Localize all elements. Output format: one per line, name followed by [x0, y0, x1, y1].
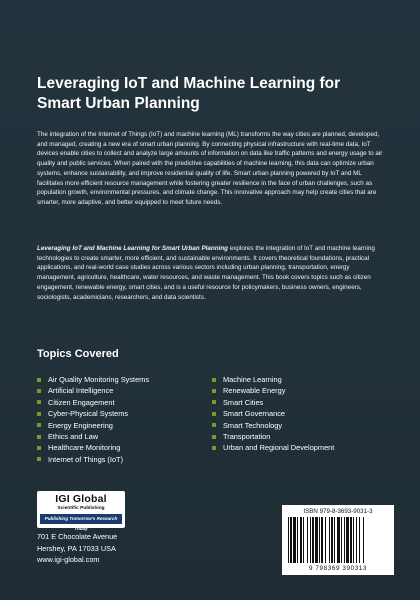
bullet-square-icon — [212, 412, 216, 416]
bullet-square-icon — [37, 378, 41, 382]
publisher-website-link[interactable]: www.igi-global.com — [37, 555, 100, 564]
topic-item — [37, 374, 202, 385]
address-city: Hershey, PA 17033 USA — [37, 543, 116, 553]
book-title-inline: Leveraging IoT and Machine Learning for Smart Urban Planning — [37, 245, 229, 252]
logo-tagline: Publishing Tomorrow's Research Today — [40, 514, 122, 524]
bullet-square-icon — [212, 423, 216, 427]
bullet-square-icon — [37, 400, 41, 404]
topic-label: Citizen Engagement — [48, 397, 115, 407]
topic-label: Renewable Energy — [223, 386, 286, 396]
topic-item — [37, 454, 202, 465]
topic-item — [212, 385, 392, 396]
bullet-square-icon — [212, 400, 216, 404]
logo-subtitle: Scientific Publishing — [57, 506, 105, 511]
barcode-bars-icon — [286, 517, 390, 565]
topic-label: Smart Cities — [223, 397, 264, 407]
bullet-square-icon — [37, 412, 41, 416]
book-title: Leveraging IoT and Machine Learning for Smart Urban Planning — [37, 75, 341, 112]
topic-label: Internet of Things (IoT) — [48, 454, 124, 464]
topic-label: Smart Technology — [223, 420, 283, 430]
topic-item — [212, 442, 392, 453]
address-street: 701 E Chocolate Avenue — [37, 532, 118, 541]
bullet-square-icon — [37, 446, 41, 450]
topic-item — [37, 420, 202, 431]
bullet-square-icon — [212, 389, 216, 393]
bullet-square-icon — [212, 446, 216, 450]
topic-item — [212, 397, 392, 408]
topic-label: Energy Engineering — [48, 420, 113, 430]
topic-label: Healthcare Monitoring — [48, 443, 121, 453]
publisher-address — [37, 531, 117, 566]
topic-item — [37, 442, 202, 453]
barcode-number: 9 798369 390313 — [308, 565, 368, 572]
topic-label: Urban and Regional Development — [223, 443, 335, 453]
bullet-square-icon — [212, 435, 216, 439]
topic-item — [37, 385, 202, 396]
igi-global-logo — [37, 491, 125, 531]
topic-label: Cyber-Physical Systems — [48, 409, 129, 419]
topic-item — [37, 431, 202, 442]
topic-label: Ethics and Law — [48, 432, 99, 442]
topics-list-right — [212, 374, 392, 454]
isbn-label: ISBN 979-8-3693-9031-3 — [303, 508, 373, 515]
description-paragraph-1: The integration of the Internet of Things (IoT) and machine learning (ML) transforms the way cities are planned, developed, and managed, creating a new era of smart urban planning. By connecting physical infrastructure with real-time data, IoT devices enable cities to collect and analyze large amounts of information on data like traffic patterns and energy usage to air quality and public services. When paired with the predictive capabilities of machine learning, this data can optimize urban systems, enhance sustainability, and improve residential quality of life. Smart urban planning powered by IoT and ML facilitates more efficient resource management while fostering greater resilience in the face of urban challenges, such as population growth, environmental pressures, and climate change. This innovative approach may help create cities that are smarter, more adaptive, and better equipped to meet future needs. — [37, 131, 383, 206]
description-paragraph-2-text: explores the integration of IoT and machine learning technologies to create smarter, more efficient, and sustainable environments. It covers theoretical foundations, practical applications, and real-world case studies across various sectors including urban planning, transportation, energy management, agriculture, healthcare, water resources, and waste management. This book covers topics such as citizen engagement, renewable energy, smart cities, and is a useful resource for policymakers, business owners, engineers, sociologists, academicians, researchers, and data scientists. — [37, 245, 375, 301]
topic-item — [37, 408, 202, 419]
description-paragraph-2 — [37, 244, 387, 302]
bullet-square-icon — [37, 389, 41, 393]
topic-label: Machine Learning — [223, 375, 282, 384]
topics-heading: Topics Covered — [37, 348, 119, 360]
isbn-barcode — [282, 505, 394, 575]
topic-label: Transportation — [223, 432, 271, 442]
bullet-square-icon — [37, 457, 41, 461]
topic-item — [212, 420, 392, 431]
bullet-square-icon — [37, 435, 41, 439]
topic-item — [37, 397, 202, 408]
topic-label: Air Quality Monitoring Systems — [48, 375, 150, 384]
topic-item — [212, 408, 392, 419]
topic-label: Artificial Intelligence — [48, 386, 114, 396]
logo-name: IGI Global — [55, 493, 107, 505]
topic-item — [212, 431, 392, 442]
topic-label: Smart Governance — [223, 409, 286, 419]
bullet-square-icon — [212, 378, 216, 382]
topics-list-left — [37, 374, 202, 465]
bullet-square-icon — [37, 423, 41, 427]
topic-item — [212, 374, 392, 385]
